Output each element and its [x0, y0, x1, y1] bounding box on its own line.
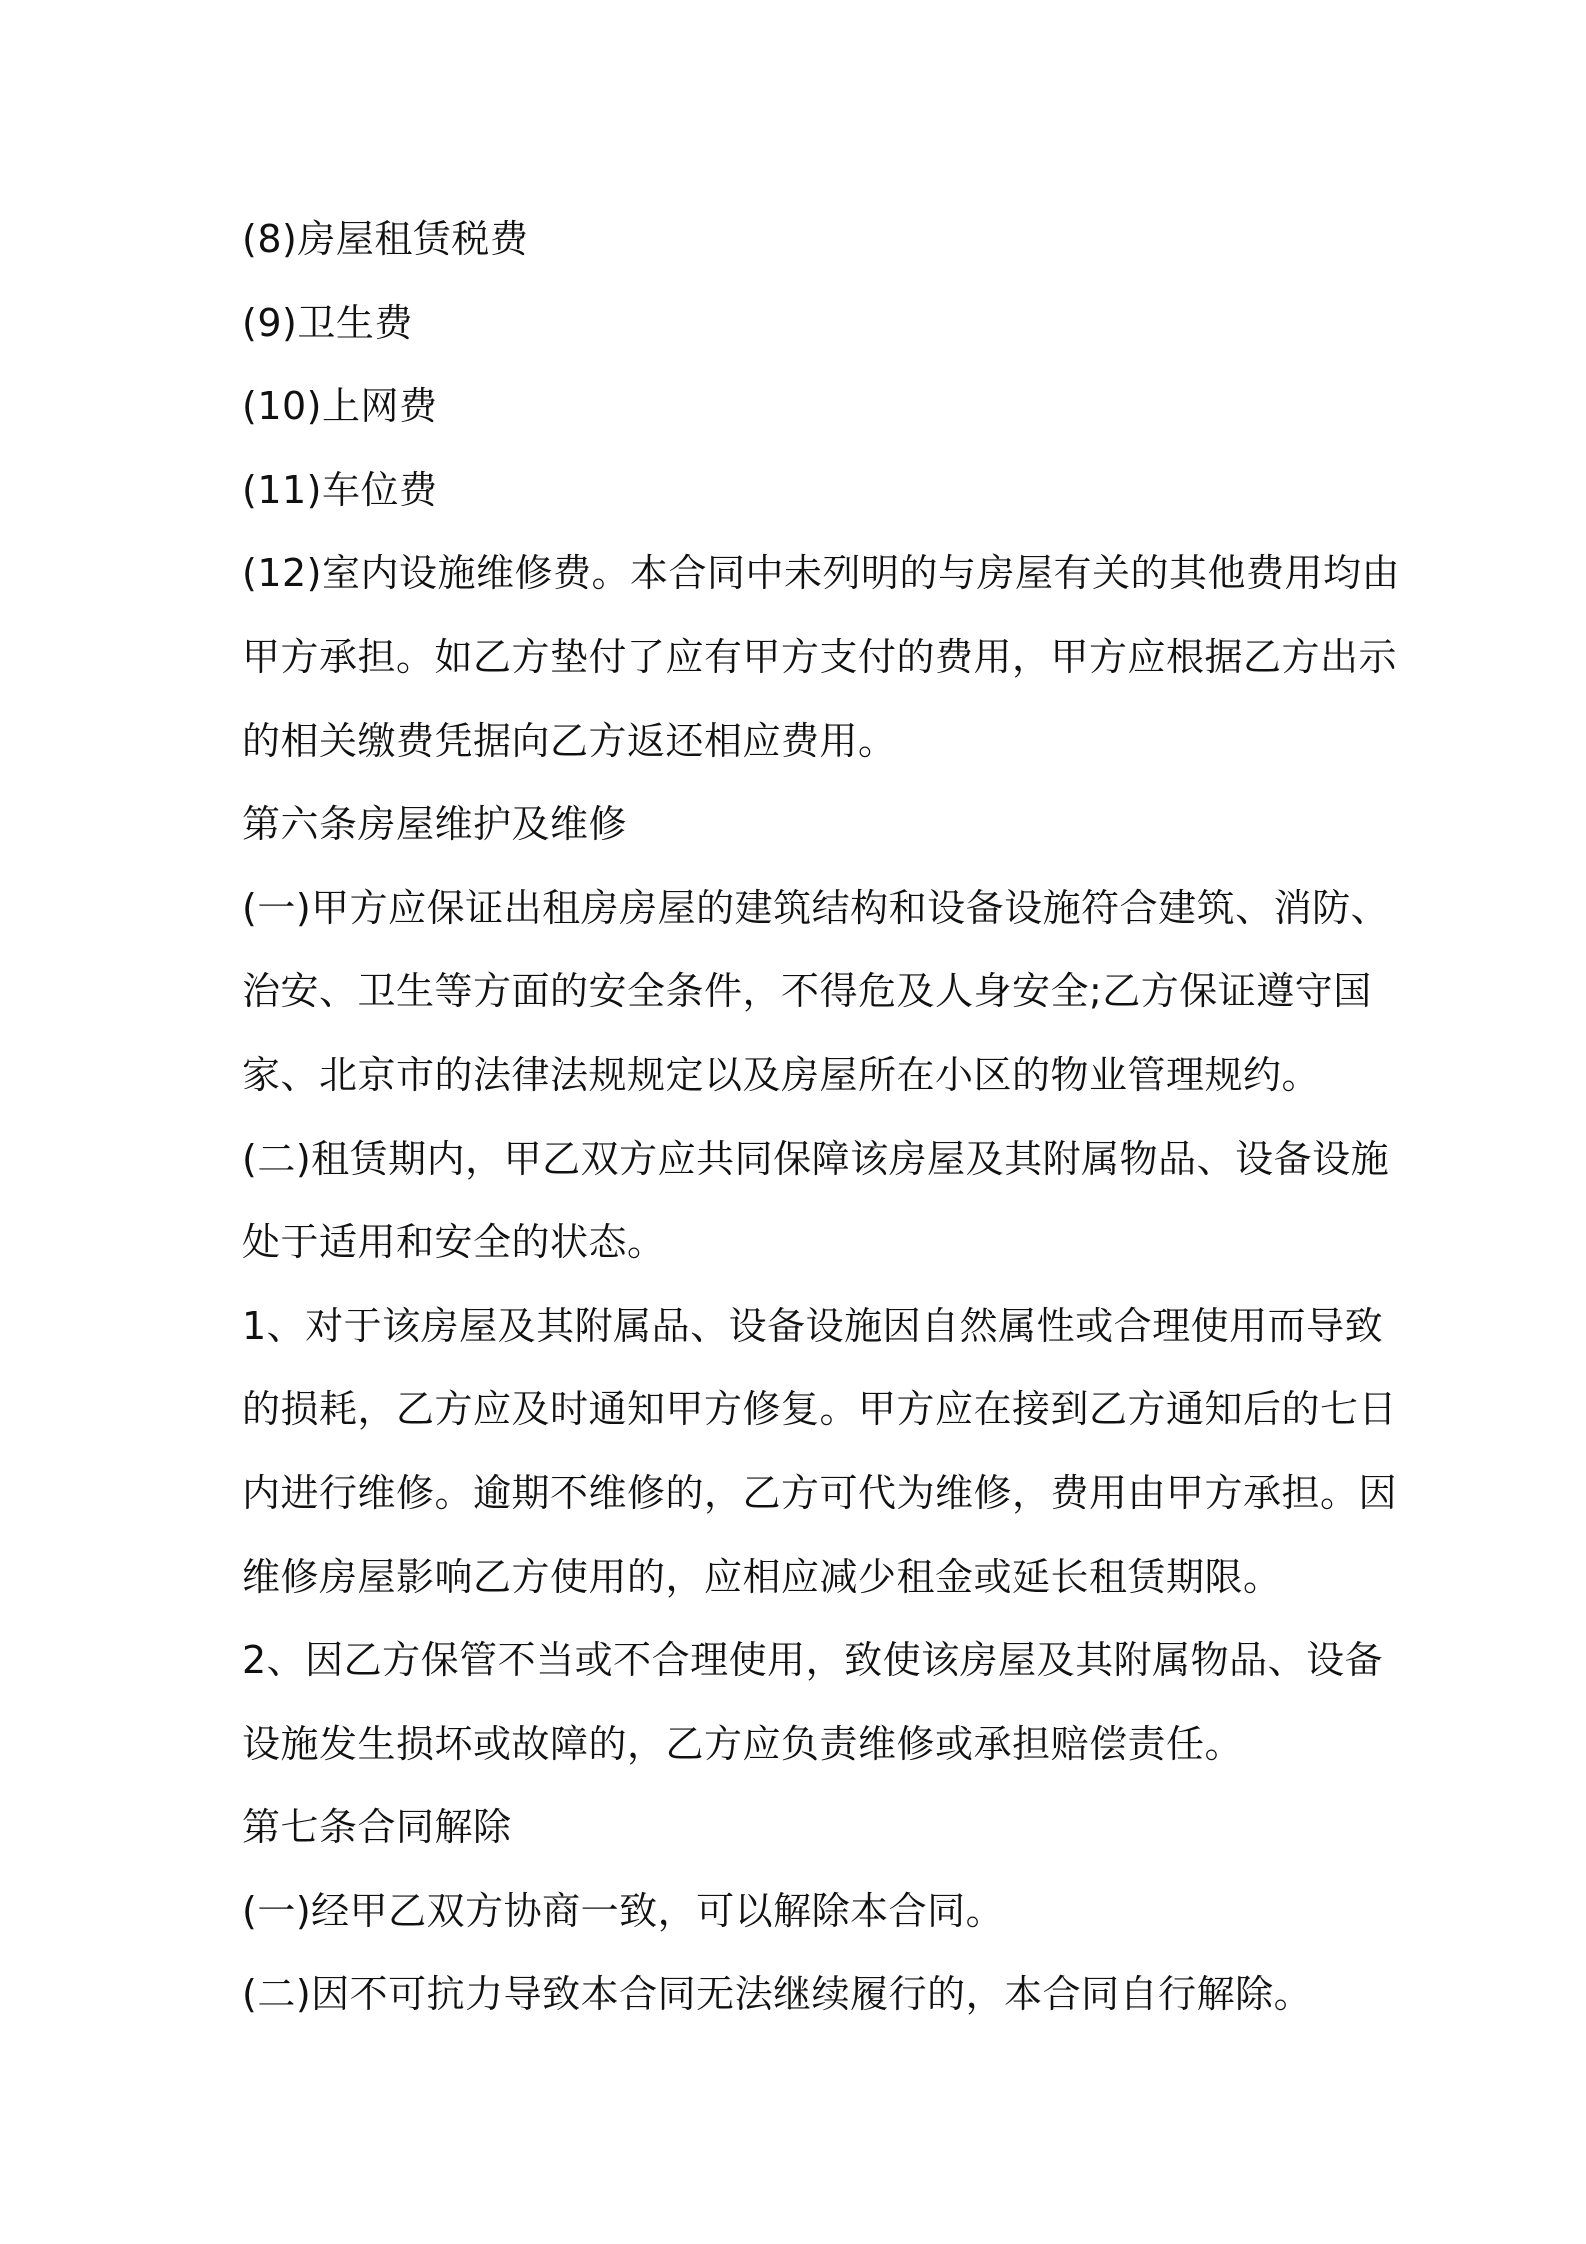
text-line: 处于适用和安全的状态。	[242, 1220, 666, 1265]
text-line: (二)因不可抗力导致本合同无法继续履行的，本合同自行解除。	[242, 1972, 1313, 2017]
section-heading: 第七条合同解除	[242, 1805, 512, 1850]
text-line: 甲方承担。如乙方垫付了应有甲方支付的费用，甲方应根据乙方出示	[242, 634, 1398, 679]
text-line: 2、因乙方保管不当或不合理使用，致使该房屋及其附属物品、设备	[242, 1638, 1384, 1683]
text-line: (10)上网费	[242, 384, 438, 429]
text-line: 设施发生损坏或故障的，乙方应负责维修或承担赔偿责任。	[242, 1721, 1244, 1766]
document-body	[242, 198, 1401, 2037]
text-line: 治安、卫生等方面的安全条件，不得危及人身安全;乙方保证遵守国	[242, 969, 1372, 1014]
text-line: (一)经甲乙双方协商一致，可以解除本合同。	[242, 1888, 1005, 1933]
text-line: (9)卫生费	[242, 300, 413, 345]
text-line: 维修房屋影响乙方使用的，应相应减少租金或延长租赁期限。	[242, 1554, 1282, 1599]
text-line: 的损耗，乙方应及时通知甲方修复。甲方应在接到乙方通知后的七日	[242, 1387, 1398, 1432]
section-heading: 第六条房屋维护及维修	[242, 802, 628, 847]
text-line: 内进行维修。逾期不维修的，乙方可代为维修，费用由甲方承担。因	[242, 1470, 1398, 1515]
text-line: 的相关缴费凭据向乙方返还相应费用。	[242, 718, 897, 763]
text-line: (一)甲方应保证出租房房屋的建筑结构和设备设施符合建筑、消防、	[242, 885, 1390, 930]
text-line: (11)车位费	[242, 467, 438, 512]
text-line: (12)室内设施维修费。本合同中未列明的与房屋有关的其他费用均由	[242, 551, 1401, 596]
text-line: (二)租赁期内，甲乙双方应共同保障该房屋及其附属物品、设备设施	[242, 1136, 1390, 1181]
text-line: (8)房屋租赁税费	[242, 217, 529, 261]
text-line: 1、对于该房屋及其附属品、设备设施因自然属性或合理使用而导致	[242, 1303, 1384, 1348]
text-line: 家、北京市的法律法规规定以及房屋所在小区的物业管理规约。	[242, 1052, 1321, 1097]
